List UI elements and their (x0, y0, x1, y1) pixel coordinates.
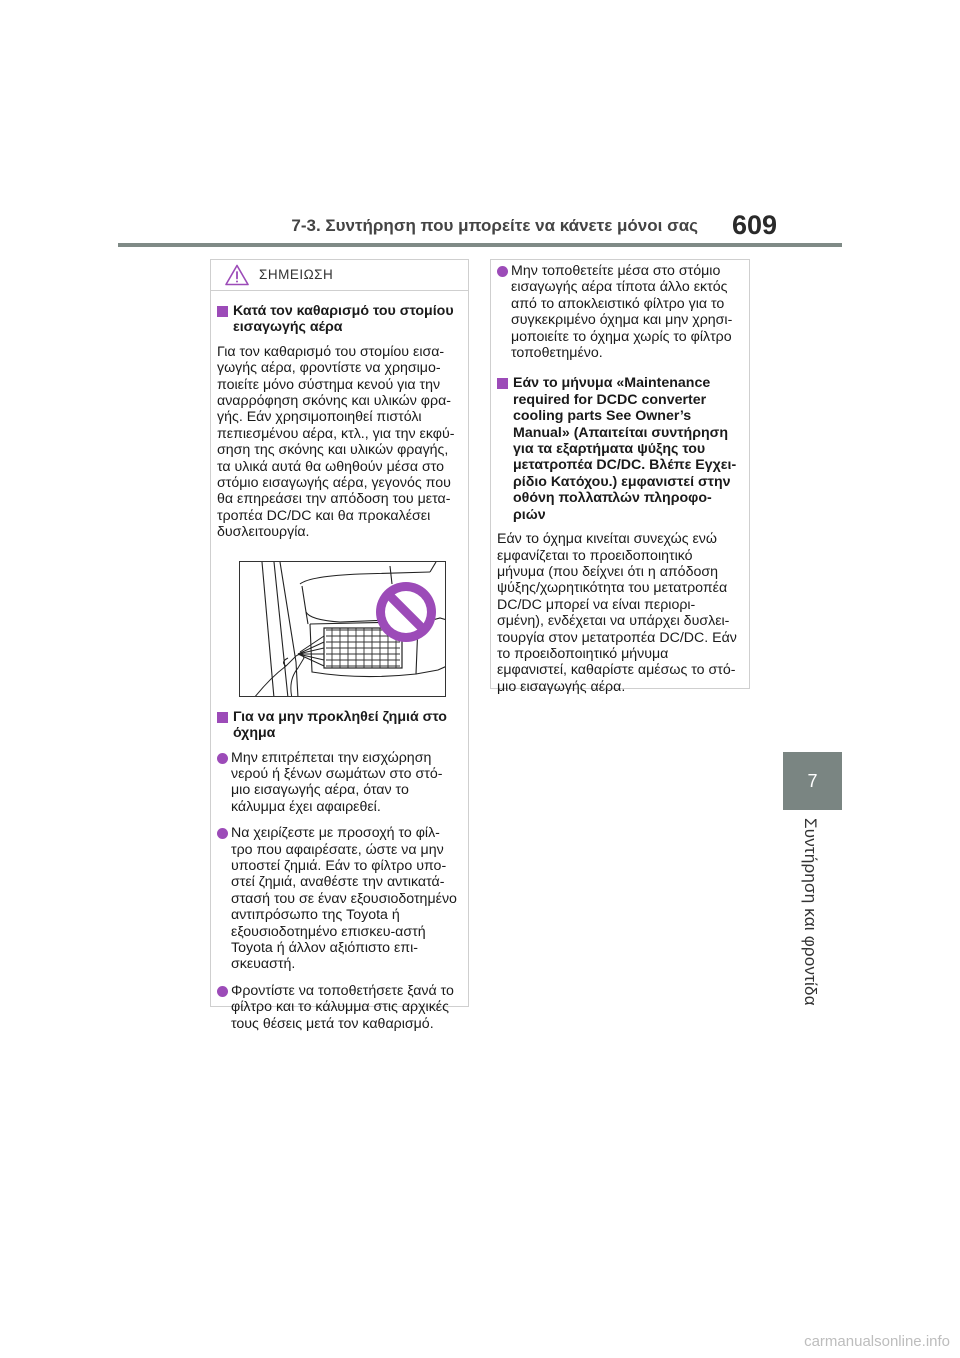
square-bullet-icon (217, 712, 228, 723)
square-bullet-icon (217, 306, 228, 317)
illustration-air-intake-cleaning (239, 561, 446, 697)
section-heading-text: Κατά τον καθαρισμό του στομίου εισαγωγής αέρα (233, 303, 454, 336)
notice-box-left (210, 259, 469, 1032)
list-item-text: Μην επιτρέπεται την εισχώρηση νερού ή ξένων σωμάτων στο στό-μιο εισαγωγής αέρα, όταν το κάλυμμα έχει αφαιρεθεί. (231, 749, 443, 815)
notice-box-right (490, 259, 750, 695)
list-item-text: Μην τοποθετείτε μέσα στο στόμιο εισαγωγής αέρα τίποτα άλλο εκτός από το αποκλειστικό φίλτρο για το συγκεκριμένο όχημα και μην χρησι-μοποιείτε το όχημα χωρίς το φίλτρο τοποθετημένο. (511, 263, 733, 362)
section-heading-text: Για να μην προκληθεί ζημιά στο όχημα (233, 708, 447, 742)
round-bullet-icon (217, 986, 228, 997)
notice-header (211, 260, 468, 291)
list-item-text: Να χειρίζεστε με προσοχή το φίλ-τρο που αφαιρέσατε, ώστε να μην υποστεί ζημιά. Εάν το φίλτρο υπο-στεί ζημιά, αναθέστε την αντικατά-στασή του σε έναν εξουσιοδοτημένο αντιπρόσωπο της Toyota ή εξουσιοδοτημένο επισκευ-αστή Toyota ή άλλον αξιόπιστο επι-σκευαστή. (231, 825, 457, 973)
paragraph: Για τον καθαρισμό του στομίου εισα-γωγής αέρα, φροντίστε να χρησιμο-ποιείτε μόνο σύστημα κενού για την αναρρόφηση σκόνης και υλικών φρα-γής. Εάν χρησιμοποιηθεί πιστόλι πεπιεσμένου αέρα, κτλ., για την εκφύ-σηση της σκόνης και υλικών φραγής, τα υλικά αυτά θα ωθηθούν μέσα στο στόμιο εισαγωγής αέρα, γεγονός που θα επηρεάσει την απόδοση του μετα-τροπέα DC/DC και θα προκαλέσει δυσλειτουργία. (217, 343, 455, 541)
section-title: 7-3. Συντήρηση που μπορείτε να κάνετε μόνοι σας (291, 216, 698, 235)
list-item (497, 263, 739, 361)
notice-label: ΣΗΜΕΙΩΣΗ (259, 266, 334, 282)
chapter-title: Συντήρηση και φροντίδα (801, 818, 820, 1006)
section-heading (497, 375, 739, 523)
paragraph: Εάν το όχημα κινείται συνεχώς ενώ εμφανίζεται το προειδοποιητικό μήνυμα (που δείχνει ότι η απόδοση ψύξης/χωρητικότητα του μετατροπέα DC/DC μπορεί να είναι περιορι-σμένη), ενδέχεται να υπάρχει δυσλει-τουργία στον μετατροπέα DC/DC. Εάν το προειδοποιητικό μήνυμα εμφανιστεί, καθαρίστε αμέσως το στό-μιο εισαγωγής αέρα. (497, 531, 737, 695)
list-item (217, 825, 458, 973)
air-intake-illustration (240, 562, 446, 697)
square-bullet-icon (497, 378, 508, 389)
page-number: 609 (732, 210, 778, 240)
list-item-text: Φροντίστε να τοποθετήσετε ξανά το φίλτρο και το κάλυμμα στις αρχικές τους θέσεις μετά τον καθαρισμό. (231, 982, 454, 1032)
list-item (217, 750, 458, 816)
round-bullet-icon (497, 266, 508, 277)
watermark: carmanualsonline.info (804, 1333, 950, 1350)
list-item (217, 983, 458, 1032)
chapter-number: 7 (807, 770, 818, 791)
round-bullet-icon (217, 753, 228, 764)
warning-triangle-icon (225, 264, 249, 286)
section-heading (217, 709, 458, 742)
section-heading-text: Εάν το μήνυμα «Maintenance required for DCDC converter cooling parts See Owner’s Manual» (Απαιτείται συντήρηση για τα εξαρτήματα ψύξης του μετατροπέα DC/DC. Βλέπε Εγχει-ρίδιο Κατόχου.) εμφανιστεί στην οθόνη πολλαπλών πληροφο-ριών (513, 375, 737, 523)
round-bullet-icon (217, 828, 228, 839)
header-divider (118, 243, 842, 247)
chapter-tab[interactable] (783, 752, 842, 810)
section-heading (217, 303, 458, 336)
